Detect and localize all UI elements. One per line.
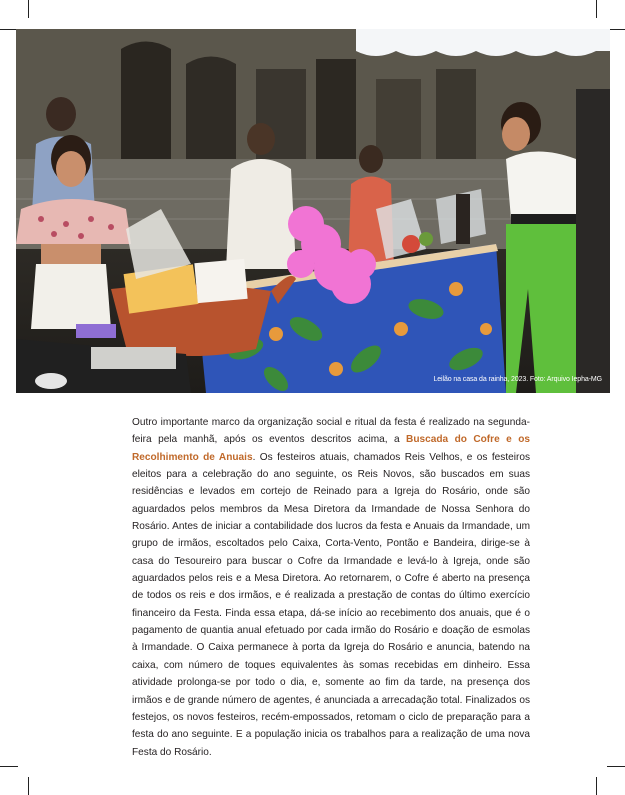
festival-photo: [16, 29, 610, 393]
auction-scene-illustration: [16, 29, 610, 393]
paragraph-text: . Os festeiros atuais, chamados Reis Velhos, e os festeiros eleitos para a celebração do ano seguinte, os Reis Novos, são buscados em suas residências e levados em cortejo de Reinado para a Igreja do Rosário, onde são aguardados pelos membros da Mesa Diretora da Irmandade de Nossa Senhora do Rosário. Antes de iniciar a contabilidade dos lucros da festa e Anuais da Irmandade, um grupo de irmãos, escoltados pelo Caixa, Corta-Vento, Pontão e Bandeira, dirige-se à casa do Tesoureiro para buscar o Cofre da Irmandade e levá-lo à Igreja, onde são aguardados pelos reis e a Mesa Diretora. Ao retornarem, o Cofre é aberto na presença de todos os reis e dos irmãos, e é realizada a prestação de contas do último exercício financeiro da Festa. Finda essa etapa, dá-se início ao recebimento dos anuais, que é o pagamento de quantia anual efetuado por cada irmão do Rosário e doação de esmolas à Irmandade. O Caixa permanece à porta da Igreja do Rosário e anuncia, batendo na caixa, com número de toques equivalentes às somas recebidas em dinheiro. Essa atividade prolonga-se por todo o dia, e, somente ao fim da tarde, na presença dos irmãos e de grande número de agentes, é anunciada a arrecadação total. Finalizados os festejos, os novos festeiros, recém-empossados, retomam o ciclo de preparação para a festa do ano seguinte. E a população inicia os trabalhos para a realização de uma nova Festa do Rosário.: [132, 451, 531, 758]
article-body: [132, 414, 530, 761]
highlighted-term: Buscada do Cofre e os Recolhimento de Anuais: [132, 434, 530, 463]
paragraph-text: Outro importante marco da organização social e ritual da festa é realizado na segunda-feira pela manhã, após os eventos descritos acima, a: [132, 417, 530, 446]
crop-mark: [596, 0, 597, 18]
crop-mark: [28, 0, 29, 18]
crop-mark: [28, 777, 29, 795]
crop-mark: [607, 766, 625, 767]
crop-mark: [0, 766, 18, 767]
photo-caption: Leilão na casa da rainha, 2023. Foto: Arquivo Iepha-MG: [433, 376, 602, 383]
crop-mark: [596, 777, 597, 795]
